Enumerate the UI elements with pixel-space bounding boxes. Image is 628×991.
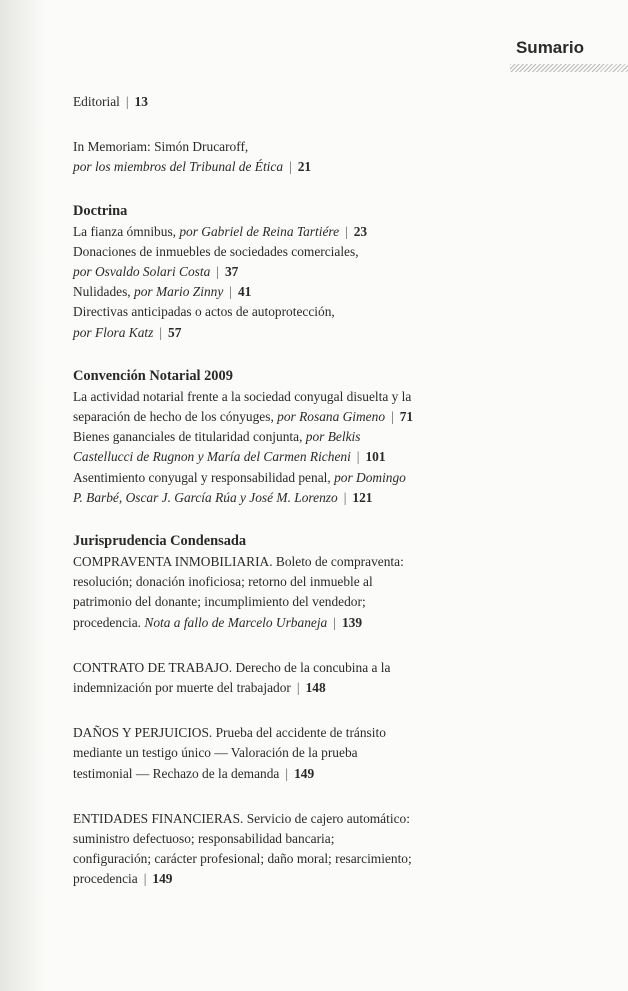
separator: | (285, 765, 289, 781)
page-number: 139 (341, 614, 363, 630)
page-number: 21 (297, 159, 312, 175)
entry-author: Castellucci de Rugnon y María del Carmen Richeni (73, 449, 351, 465)
entry-title: Asentimiento conyugal y responsabilidad penal, (73, 469, 331, 485)
entry-title: La actividad notarial frente a la sociedad conyugal disuelta y la (73, 388, 412, 404)
toc-entry-memoriam (73, 137, 613, 177)
entry-author: por Flora Katz (73, 324, 154, 340)
page-number: 101 (365, 449, 386, 465)
section-heading: Convención Notarial 2009 (73, 367, 233, 384)
separator: | (356, 449, 360, 465)
section-heading: Jurisprudencia Condensada (73, 533, 247, 550)
entry-text: CONTRATO DE TRABAJO. Derecho de la concubina a la (73, 659, 391, 675)
entry-title: Directivas anticipadas o actos de autoprotección, (73, 304, 335, 320)
page-number: 71 (399, 409, 414, 425)
page-title: Sumario (515, 38, 584, 57)
separator: | (345, 223, 348, 239)
page-number: 23 (353, 223, 368, 239)
section-doctrina (73, 200, 613, 343)
entry-text: mediante un testigo único — Valoración de la prueba (73, 745, 358, 761)
section-convencion (73, 365, 613, 508)
separator: | (289, 159, 292, 175)
entry-title: La fianza ómnibus, (73, 223, 176, 239)
entry-title: separación de hecho de los cónyuges, (73, 409, 274, 425)
entry-author: por Belkis (305, 429, 361, 445)
page-number: 41 (237, 284, 252, 300)
entry-title: Nulidades, (73, 284, 131, 300)
page-number: 57 (168, 324, 182, 340)
entry-author: por los miembros del Tribunal de Ética (73, 159, 284, 175)
entry-title: Donaciones de inmuebles de sociedades comerciales, (73, 243, 359, 259)
entry-text: procedencia (73, 871, 138, 887)
page-number: 148 (305, 680, 326, 696)
separator: | (159, 324, 163, 340)
title-hatched-rule (510, 64, 628, 72)
entry-text: testimonial — Rechazo de la demanda (73, 765, 280, 781)
entry-author: por Osvaldo Solari Costa (73, 264, 211, 280)
entry-text: DAÑOS Y PERJUICIOS. Prueba del accidente de tránsito (73, 725, 386, 741)
entry-author: por Rosana Gimeno (277, 409, 386, 425)
entry-author: por Mario Zinny (134, 284, 224, 300)
entry-text: resolución; donación inoficiosa; retorno del inmueble al (73, 574, 373, 590)
separator: | (296, 680, 300, 696)
entry-text: patrimonio del donante; incumplimiento del vendedor; (73, 594, 366, 610)
separator: | (333, 614, 336, 630)
separator: | (391, 409, 394, 425)
entry-title: Editorial (73, 94, 120, 109)
toc-entry-editorial (73, 92, 613, 112)
page-number: 13 (134, 94, 148, 109)
entry-text: ENTIDADES FINANCIERAS. Servicio de cajero automático: (73, 810, 410, 826)
entry-text: configuración; carácter profesional; daño moral; resarcimiento; (73, 851, 412, 867)
entry-text: indemnización por muerte del trabajador (73, 680, 291, 696)
separator: | (143, 871, 147, 887)
entry-title: Bienes gananciales de titularidad conjunta, (73, 429, 303, 445)
page-number: 121 (352, 489, 373, 505)
page-number: 149 (294, 765, 315, 781)
entry-author: por Domingo (334, 469, 406, 485)
separator: | (216, 264, 219, 280)
entry-text: COMPRAVENTA INMOBILIARIA. Boleto de compraventa: (73, 554, 404, 570)
page-number: 149 (152, 871, 173, 887)
entry-title: In Memoriam: Simón Drucaroff, (73, 139, 249, 155)
separator: | (229, 284, 232, 300)
separator: | (125, 94, 129, 109)
toc-entry (73, 282, 613, 302)
section-heading: Doctrina (73, 202, 128, 219)
toc-entry (73, 222, 613, 242)
entry-author: por Gabriel de Reina Tartiére (179, 223, 340, 239)
table-of-contents (73, 92, 613, 890)
separator: | (343, 489, 347, 505)
section-jurisprudencia (73, 530, 613, 890)
entry-text: procedencia. (73, 614, 142, 630)
page-gutter-shadow (0, 0, 46, 991)
page-number: 37 (224, 264, 239, 280)
entry-text: suministro defectuoso; responsabilidad bancaria; (73, 831, 335, 847)
entry-note: Nota a fallo de Marcelo Urbaneja (144, 614, 328, 630)
entry-author: P. Barbé, Oscar J. García Rúa y José M. Lorenzo (73, 489, 338, 505)
